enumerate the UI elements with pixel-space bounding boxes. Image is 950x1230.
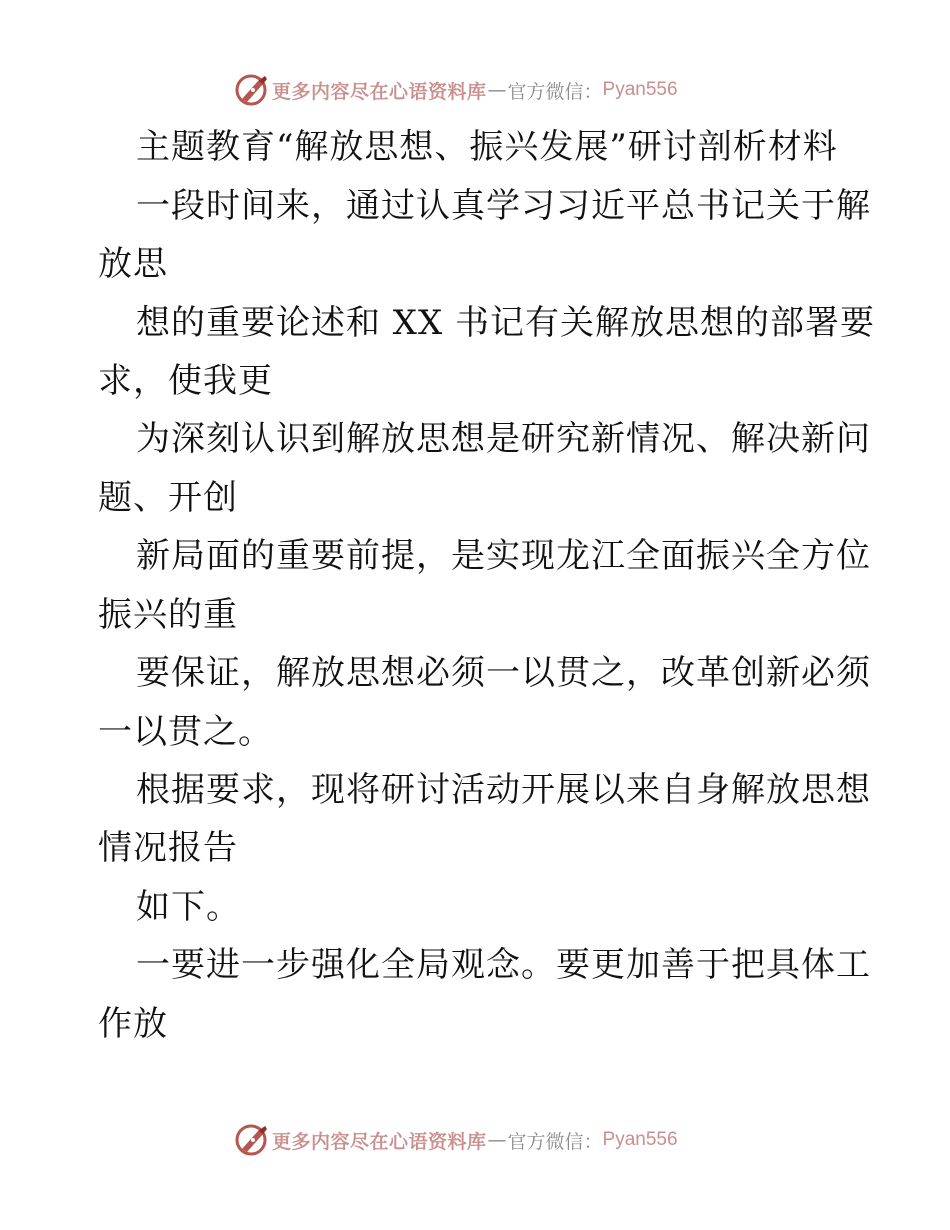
text-line: 新局面的重要前提，是实现龙江全面振兴全方位 xyxy=(136,536,871,576)
text-line: 一段时间来，通过认真学习习近平总书记关于解 xyxy=(136,186,871,226)
text-line: 如下。 xyxy=(136,887,241,927)
text-line: 求，使我更 xyxy=(98,361,273,401)
text-line: 为深刻认识到解放思想是研究新情况、解决新问 xyxy=(136,419,871,459)
watermark-wechat-id: Pyan556 xyxy=(602,1129,678,1150)
text-line: 想的重要论述和 XX 书记有关解放思想的部署要 xyxy=(136,303,876,343)
watermark-wechat-label: 官方微信： xyxy=(507,1130,603,1153)
text-line: 一以贯之。 xyxy=(98,712,273,752)
footer-watermark xyxy=(234,1123,678,1157)
text-line: 要保证，解放思想必须一以贯之，改革创新必须 xyxy=(136,653,871,693)
watermark-site-text: 更多内容尽在心语资料库 xyxy=(272,1130,487,1153)
watermark-wechat-id: Pyan556 xyxy=(602,79,678,100)
watermark-wechat-label: 官方微信： xyxy=(507,80,603,103)
text-line: 情况报告 xyxy=(98,828,238,868)
text-line: 题、开创 xyxy=(98,478,238,518)
document-title: 主题教育“解放思想、振兴发展”研讨剖析材料 xyxy=(136,127,838,167)
text-line: 作放 xyxy=(98,1004,168,1044)
pen-nib-logo-icon xyxy=(234,1123,270,1157)
watermark-separator: — xyxy=(487,79,507,101)
text-line: 放思 xyxy=(98,244,168,284)
header-watermark xyxy=(234,73,678,107)
pen-nib-logo-icon xyxy=(234,73,270,107)
text-line: 一要进一步强化全局观念。要更加善于把具体工 xyxy=(136,945,871,985)
watermark-site-text: 更多内容尽在心语资料库 xyxy=(272,80,487,103)
watermark-separator: — xyxy=(487,1129,507,1151)
text-line: 振兴的重 xyxy=(98,595,238,635)
text-line: 根据要求，现将研讨活动开展以来自身解放思想 xyxy=(136,770,871,810)
